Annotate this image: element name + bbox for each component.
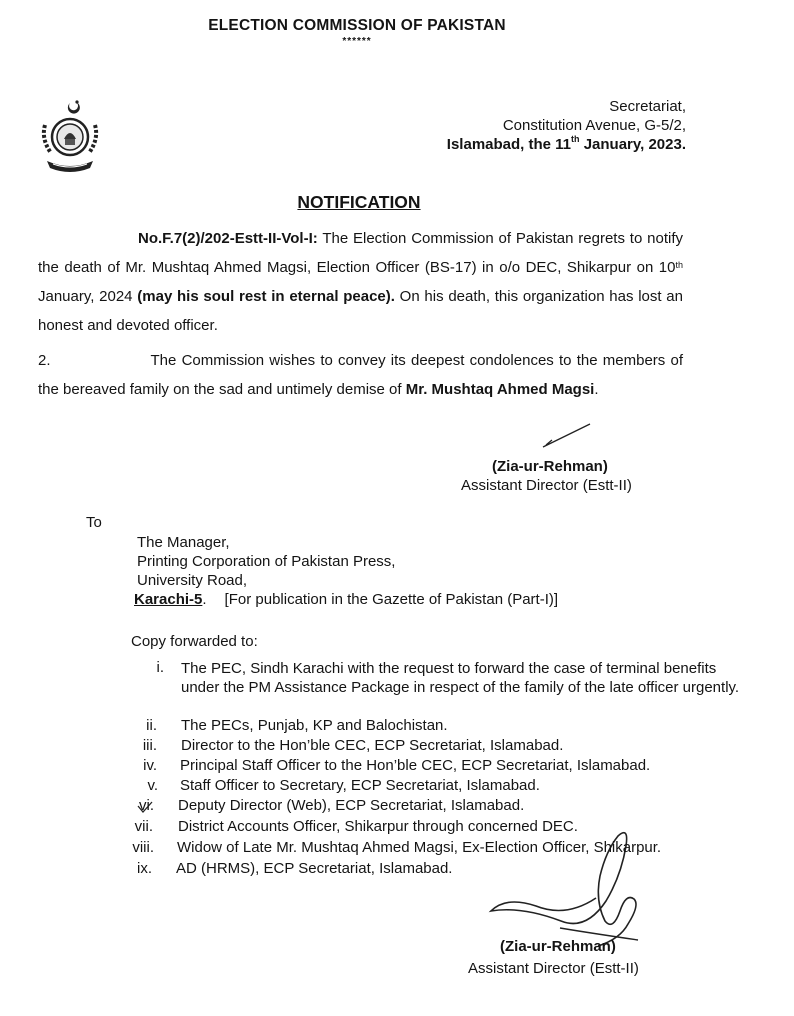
copy-item-number: vi. (139, 797, 154, 814)
copy-item-number: vii. (134, 818, 153, 835)
signatory-name-1: (Zia-ur-Rehman) (492, 458, 608, 475)
copy-item-text: District Accounts Officer, Shikarpur through concerned DEC. (178, 818, 578, 835)
recipient-city: Karachi-5 (134, 591, 203, 608)
date-text: Islamabad, the 11 (446, 136, 572, 153)
publication-note: [For publication in the Gazette of Pakistan (Part-I)] (224, 591, 559, 608)
copy-item-text: Widow of Late Mr. Mushtaq Ahmed Magsi, Ex-Election Officer, Shikarpur. (177, 839, 662, 856)
paragraph-1 (38, 224, 683, 340)
organization-name: ELECTION COMMISSION OF PAKISTAN (208, 17, 506, 34)
address-line-1: Secretariat, (609, 98, 686, 115)
copy-item-text: The PEC, Sindh Karachi with the request to forward the case of terminal benefits under the PM Assistance Package in respect of the family of the late officer urgently. (181, 660, 740, 696)
copy-item-text: Principal Staff Officer to the Hon’ble CEC, ECP Secretariat, Islamabad. (180, 757, 651, 774)
paragraph-2-number: 2. (38, 352, 51, 369)
signatory-name-2: (Zia-ur-Rehman) (500, 938, 616, 955)
copy-item-text: Deputy Director (Web), ECP Secretariat, Islamabad. (178, 797, 525, 814)
paragraph-1-bold: (may his soul rest in eternal peace). (137, 288, 395, 305)
address-date-line (447, 136, 686, 153)
signatory-designation-2: Assistant Director (Estt-II) (468, 960, 639, 977)
copy-item-text: Staff Officer to Secretary, ECP Secretariat, Islamabad. (180, 777, 540, 794)
reference-number: No.F.7(2)/202-Estt-II-Vol-I: (138, 230, 318, 247)
recipient-city-end: . (202, 591, 207, 608)
to-label: To (86, 514, 102, 531)
copy-item-number: iii. (142, 737, 157, 754)
address-line-2: Constitution Avenue, G-5/2, (502, 117, 686, 134)
paragraph-1-sup: th (675, 260, 683, 270)
date-suffix: th (571, 134, 580, 144)
copy-item-number: i. (156, 659, 164, 676)
recipient-line-2: Printing Corporation of Pakistan Press, (137, 553, 396, 570)
header-stars: ****** (342, 36, 372, 47)
paragraph-2-end: . (594, 381, 599, 398)
copy-item-text: The PECs, Punjab, KP and Balochistan. (181, 717, 448, 734)
copy-item-text: AD (HRMS), ECP Secretariat, Islamabad. (176, 860, 453, 877)
copy-item-number: viii. (132, 839, 154, 856)
copy-item-number: ii. (146, 717, 157, 734)
copy-item-text: Director to the Hon’ble CEC, ECP Secretariat, Islamabad. (181, 737, 564, 754)
recipient-line-1: The Manager, (137, 534, 230, 551)
date-year: January, 2023. (579, 136, 686, 153)
document-title: NOTIFICATION (297, 192, 421, 212)
recipient-line-3: University Road, (137, 572, 248, 589)
paragraph-1-text-a: The Election Commission of Pakistan regrets to notify the death of Mr. Mushtaq Ahmed Magsi, Election Officer (BS-17) in o/o DEC, Shikarpur on 10 (38, 230, 683, 276)
deceased-name: Mr. Mushtaq Ahmed Magsi (405, 381, 595, 398)
paragraph-2-text: The Commission wishes to convey its deepest condolences to the members of the bereaved family on the sad and untimely demise of (38, 352, 683, 398)
copy-item-number: v. (147, 777, 158, 794)
paragraph-2 (38, 346, 683, 404)
copy-item-number: ix. (137, 860, 152, 877)
signatory-designation-1: Assistant Director (Estt-II) (461, 477, 632, 494)
copy-forwarded-label: Copy forwarded to: (131, 633, 258, 650)
paragraph-1-text-c: On his death, this organization has lost an honest and devoted officer. (38, 288, 683, 334)
ecp-emblem-icon (37, 97, 107, 187)
recipient-city-line (134, 591, 558, 608)
copy-item-number: iv. (143, 757, 157, 774)
paragraph-1-text-b: January, 2024 (38, 288, 138, 305)
